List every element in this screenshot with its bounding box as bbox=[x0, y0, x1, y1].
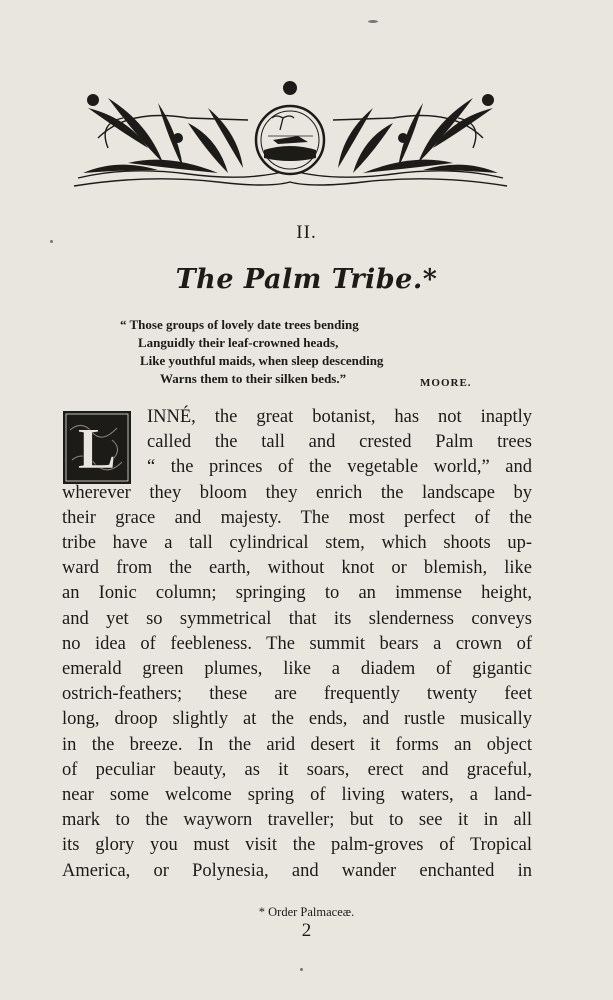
text-line: America, or Polynesia, and wander enchanted in bbox=[62, 860, 532, 881]
text-line: in the breeze. In the arid desert it forms an object bbox=[62, 734, 532, 755]
text-line: tribe have a tall cylindrical stem, which shoots up- bbox=[62, 533, 532, 554]
text-line: near some welcome spring of living waters, a land- bbox=[62, 785, 532, 806]
body-text bbox=[62, 405, 532, 884]
epigraph-line: Like youthful maids, when sleep descending bbox=[140, 353, 384, 368]
epigraph-line: “ Those groups of lovely date trees bending bbox=[120, 317, 359, 332]
text-line: “ the princes of the vegetable world,” and bbox=[147, 457, 532, 478]
text-line: its glory you must visit the palm-groves of Tropical bbox=[62, 835, 532, 856]
text-line: INNÉ, the great botanist, has not inaptly bbox=[147, 407, 532, 427]
text-line: long, droop slightly at the ends, and rustle musically bbox=[62, 709, 532, 730]
text-line: mark to the wayworn traveller; but to see it in all bbox=[62, 810, 532, 831]
text-line: wherever they bloom they enrich the landscape by bbox=[62, 482, 532, 503]
chapter-title: The Palm Tribe.* bbox=[175, 264, 438, 295]
epigraph-line: Warns them to their silken beds.” bbox=[160, 371, 347, 386]
epigraph bbox=[120, 316, 450, 388]
text-line: of peculiar beauty, as it soars, erect and graceful, bbox=[62, 759, 532, 780]
page-number: 2 bbox=[301, 920, 312, 941]
epigraph-attribution: MOORE. bbox=[420, 377, 472, 389]
text-line: emerald green plumes, like a diadem of gigantic bbox=[62, 659, 532, 680]
chapter-number: II. bbox=[296, 222, 317, 243]
paper-speck bbox=[368, 20, 378, 23]
text-line: called the tall and crested Palm trees bbox=[147, 432, 532, 453]
text-line: no idea of feebleness. The summit bears a crown of bbox=[62, 633, 532, 654]
text-line: an Ionic column; springing to an immense height, bbox=[62, 583, 532, 604]
paper-speck bbox=[300, 968, 303, 971]
text-line: their grace and majesty. The most perfect of the bbox=[62, 507, 532, 528]
palm-ornament-headpiece bbox=[68, 78, 513, 196]
paper-speck bbox=[50, 240, 53, 243]
text-line: ostrich-feathers; these are frequently twenty feet bbox=[62, 684, 532, 705]
footnote: * Order Palmaceæ. bbox=[258, 905, 355, 919]
drop-cap-letter: L bbox=[77, 416, 117, 481]
epigraph-line: Languidly their leaf-crowned heads, bbox=[138, 335, 339, 350]
text-line: ward from the earth, without knot or blemish, like bbox=[62, 558, 532, 579]
text-line: and yet so symmetrical that its slenderness conveys bbox=[62, 608, 532, 629]
